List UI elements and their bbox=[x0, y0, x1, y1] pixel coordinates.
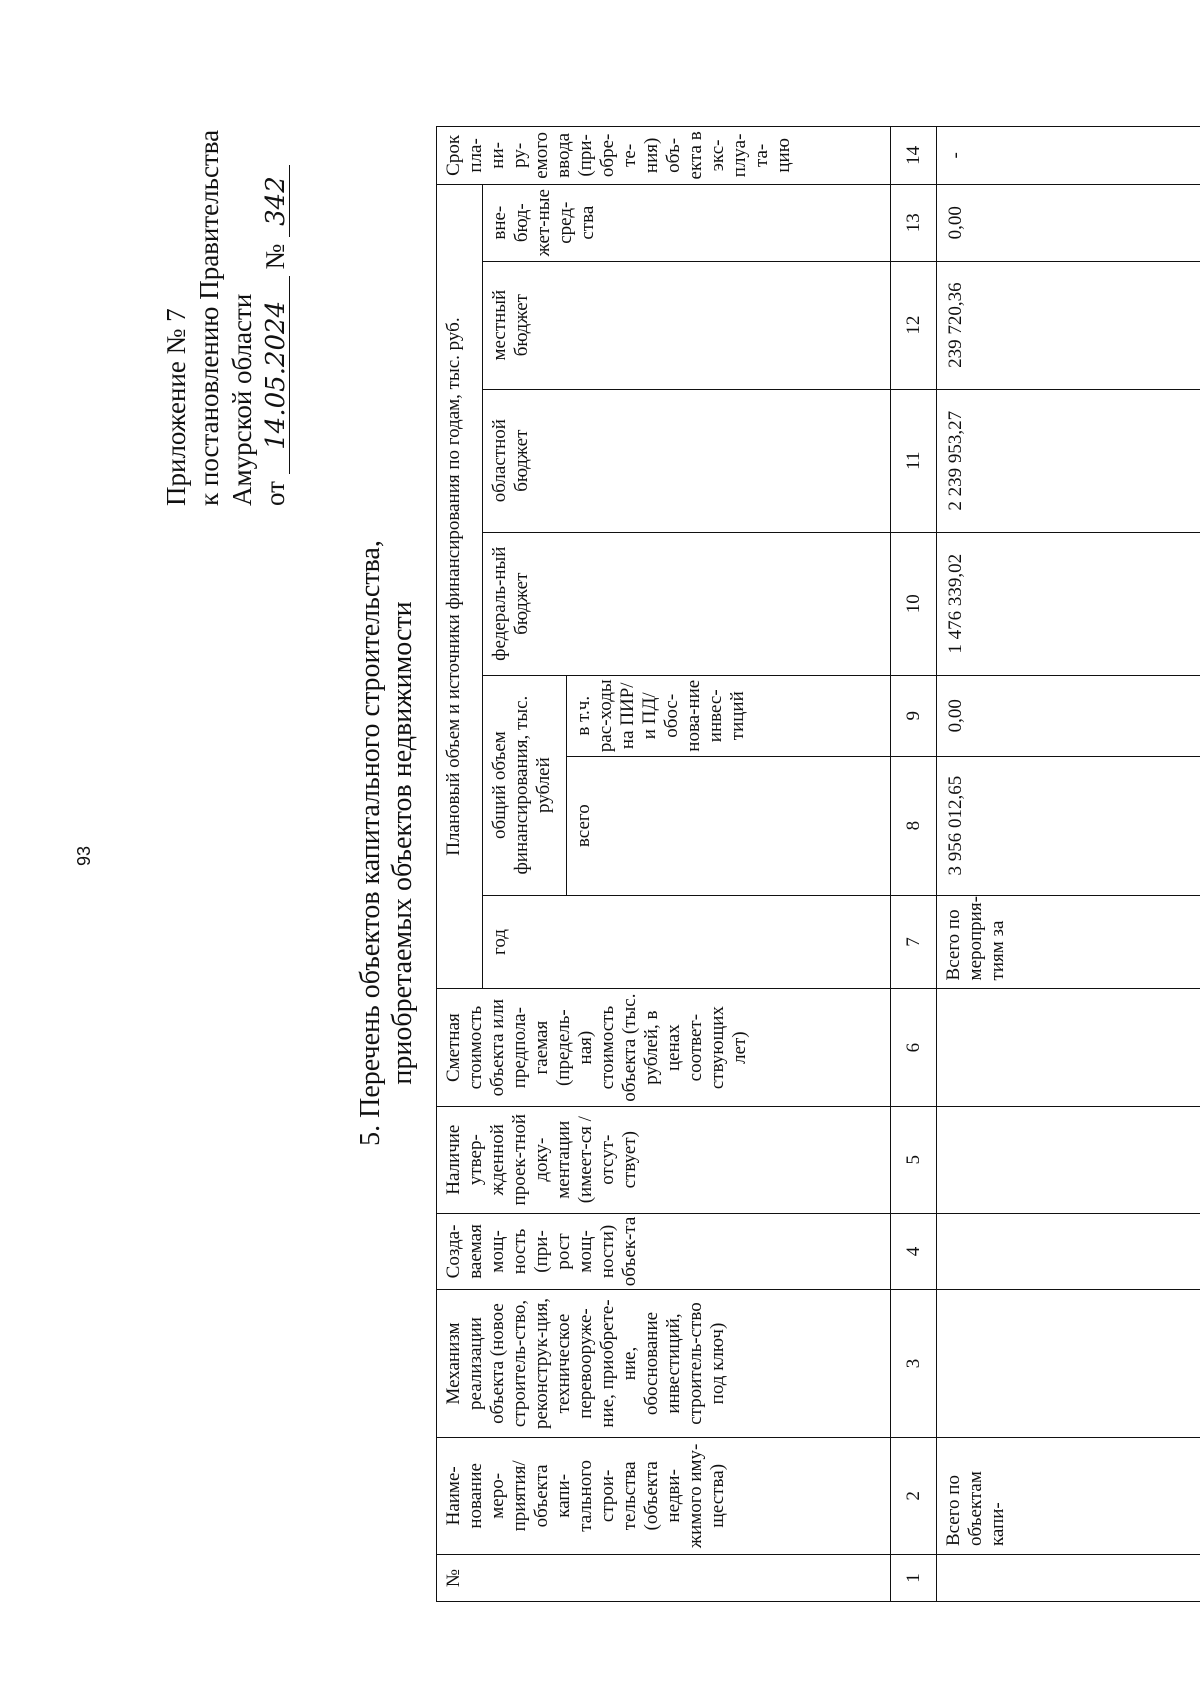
cell-capacity bbox=[937, 1213, 1200, 1290]
cell-mechanism bbox=[937, 1290, 1200, 1437]
colnum-7: 7 bbox=[891, 895, 937, 989]
appendix-date-line bbox=[259, 130, 292, 506]
header-commissioning-term: Срок пла-ни-ру-емого ввода (при-обре-те-ния) объ-екта в экс-плуа-та-цию bbox=[437, 127, 891, 185]
colnum-14: 14 bbox=[891, 127, 937, 185]
header-total-incl: в т.ч. рас-ходы на ПИР/и ПД/ обос-нова-ние инвес-тиций bbox=[567, 675, 891, 756]
colnum-1: 1 bbox=[891, 1555, 937, 1602]
colnum-5: 5 bbox=[891, 1106, 937, 1213]
header-total-volume: общий объем финансирования, тыс. рублей bbox=[483, 675, 567, 895]
document-title bbox=[355, 393, 419, 1293]
title-line-1: 5. Перечень объектов капитального строительства, bbox=[355, 540, 386, 1146]
header-extrabudget: вне-бюд-жет-ные сред-ства bbox=[483, 184, 891, 261]
cell-object-name: Всего по объектам капи- bbox=[937, 1437, 1200, 1554]
colnum-6: 6 bbox=[891, 989, 937, 1106]
cell-project-docs bbox=[937, 1106, 1200, 1213]
colnum-12: 12 bbox=[891, 261, 937, 389]
cell-total-incl: 0,00 bbox=[937, 675, 1200, 756]
header-number: № bbox=[437, 1555, 891, 1602]
cell-regional: 2 239 953,27 bbox=[937, 389, 1200, 532]
header-project-docs: Наличие утвер-жденной проек-тной доку-ментации (имеет-ся / отсут-ствует) bbox=[437, 1106, 891, 1213]
colnum-10: 10 bbox=[891, 532, 937, 675]
appendix-line-1: Приложение № 7 bbox=[161, 308, 191, 506]
page-number: 93 bbox=[74, 845, 94, 866]
header-local-budget: местный бюджет bbox=[483, 261, 891, 389]
header-mechanism: Механизм реализации объекта (новое строитель-ство, реконструк-ция, техническое перевооруже-ние, приобрете-ние, обоснование инвестиций, строитель-ство под ключ) bbox=[437, 1290, 891, 1437]
header-year: год bbox=[483, 895, 891, 989]
colnum-11: 11 bbox=[891, 389, 937, 532]
header-federal-budget: федераль-ный бюджет bbox=[483, 532, 891, 675]
header-object-name: Наиме-нование меро-приятия/ объекта капи-тального строи-тельства (объекта недви-жимого иму-щества) bbox=[437, 1437, 891, 1554]
colnum-13: 13 bbox=[891, 184, 937, 261]
header-capacity: Созда-ваемая мощ-ность (при-рост мощ-ности) объек-та bbox=[437, 1213, 891, 1290]
colnum-4: 4 bbox=[891, 1213, 937, 1290]
cell-total-all: 3 956 012,65 bbox=[937, 756, 1200, 895]
header-estimated-cost: Сметная стоимость объекта или предпола-гаемая (предель-ная) стоимость объекта (тыс. рублей, в ценах соответ-ствующих лет) bbox=[437, 989, 891, 1106]
colnum-3: 3 bbox=[891, 1290, 937, 1437]
appendix-line-3: Амурской области bbox=[227, 293, 257, 506]
cell-estimated-cost bbox=[937, 989, 1200, 1106]
handwritten-date: 14.05.2024 bbox=[263, 276, 290, 474]
column-number-row bbox=[891, 127, 937, 1602]
cell-local: 239 720,36 bbox=[937, 261, 1200, 389]
colnum-8: 8 bbox=[891, 756, 937, 895]
cell-federal: 1 476 339,02 bbox=[937, 532, 1200, 675]
colnum-9: 9 bbox=[891, 675, 937, 756]
cell-extrabudget: 0,00 bbox=[937, 184, 1200, 261]
capital-objects-table bbox=[436, 126, 1200, 1602]
title-line-2: приобретаемых объектов недвижимости bbox=[387, 601, 418, 1085]
appendix-line-2: к постановлению Правительства bbox=[194, 129, 224, 506]
colnum-2: 2 bbox=[891, 1437, 937, 1554]
date-prefix: от bbox=[260, 481, 290, 506]
number-prefix: № bbox=[260, 243, 290, 270]
cell-year: Всего по мероприя-тиям за bbox=[937, 895, 1200, 989]
appendix-block bbox=[160, 130, 292, 506]
cell-number bbox=[937, 1555, 1200, 1602]
cell-commissioning-term: - bbox=[937, 127, 1200, 185]
header-planned-financing: Плановый объем и источники финансирования по годам, тыс. руб. bbox=[437, 184, 483, 989]
header-regional-budget: областной бюджет bbox=[483, 389, 891, 532]
handwritten-number: 342 bbox=[263, 165, 290, 237]
table-row bbox=[937, 127, 1200, 1602]
header-total-all: всего bbox=[567, 756, 891, 895]
